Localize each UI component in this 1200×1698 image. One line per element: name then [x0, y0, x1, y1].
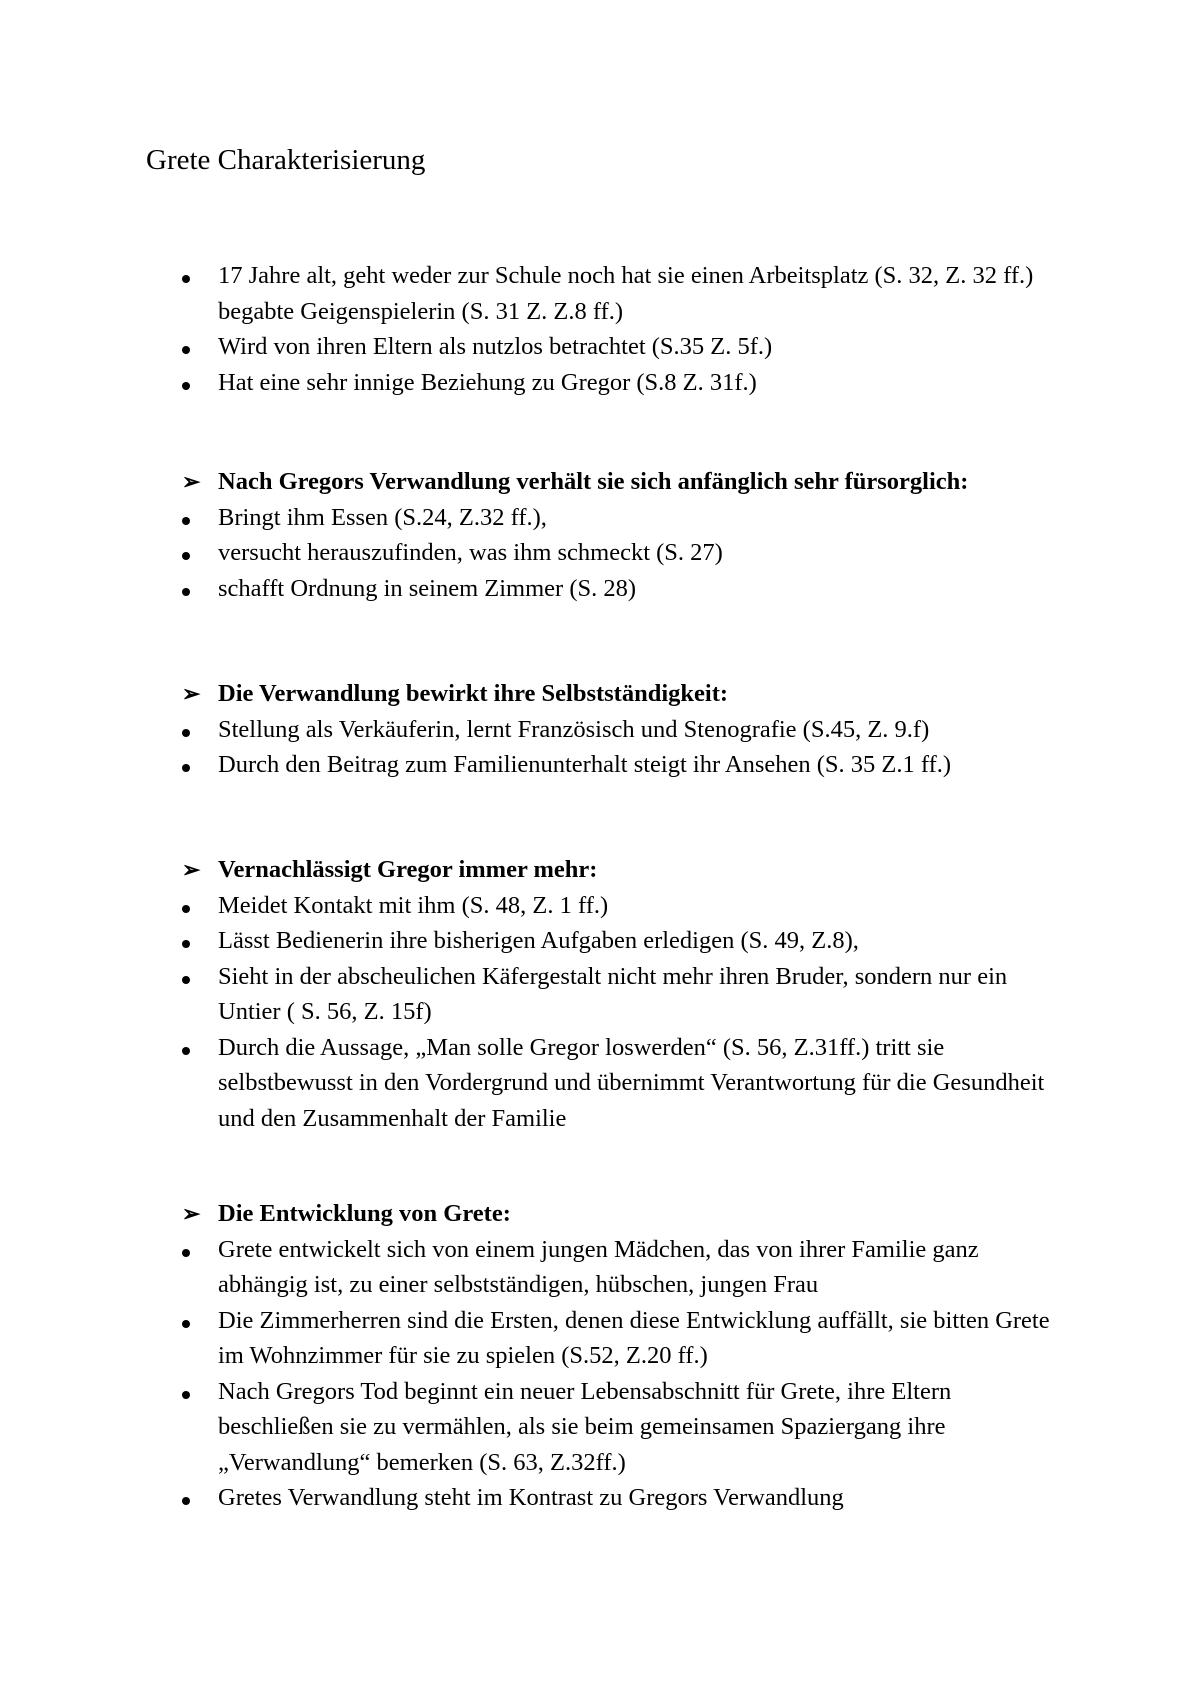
list-item	[0, 712, 1072, 748]
list-item-text: Stellung als Verkäuferin, lernt Französisch und Stenografie (S.45, Z. 9.f)	[218, 715, 930, 743]
section-heading-text: Die Verwandlung bewirkt ihre Selbstständigkeit:	[218, 680, 729, 707]
list-item-text: schafft Ordnung in seinem Zimmer (S. 28)	[218, 574, 637, 602]
list-item-text: Sieht in der abscheulichen Käfergestalt nicht mehr ihren Bruder, sondern nur ein Untier ( S. 56, Z. 15f)	[218, 962, 1008, 1025]
section-heading-text: Vernachlässigt Gregor immer mehr:	[218, 856, 598, 883]
arrow-bullet-icon: ➢	[182, 857, 201, 882]
section-caring	[0, 464, 1200, 606]
arrow-bullet-icon: ➢	[182, 469, 201, 494]
section-heading-text: Die Entwicklung von Grete:	[218, 1200, 511, 1227]
list-item	[0, 1303, 1072, 1374]
list-item-text: Lässt Bedienerin ihre bisherigen Aufgaben erledigen (S. 49, Z.8),	[218, 927, 859, 954]
list-item	[0, 365, 1072, 401]
bullet-icon	[182, 888, 206, 924]
list-item	[0, 923, 1072, 959]
section-basic-facts	[0, 258, 1200, 400]
bullet-icon	[182, 571, 206, 607]
list-item-text: Wird von ihren Eltern als nutzlos betrachtet (S.35 Z. 5f.)	[218, 333, 773, 360]
bullet-icon	[182, 1374, 206, 1410]
bullet-icon	[182, 500, 206, 536]
document-title: Grete Charakterisierung	[146, 144, 426, 176]
list-item-text: Grete entwickelt sich von einem jungen Mädchen, das von ihrer Familie ganz abhängig ist, zu einer selbstständigen, hübschen, jungen Frau	[218, 1235, 979, 1298]
list-item-text: Nach Gregors Tod beginnt ein neuer Lebensabschnitt für Grete, ihre Eltern beschließen sie zu vermählen, als sie beim gemeinsamen Spaziergang ihre „Verwandlung“ bemerken (S. 63, Z.32ff.)	[218, 1377, 952, 1476]
list-item-text: 17 Jahre alt, geht weder zur Schule noch hat sie einen Arbeitsplatz (S. 32, Z. 32 ff.) begabte Geigenspielerin (S. 31 Z. Z.8 ff.)	[218, 262, 1034, 325]
arrow-bullet-icon: ➢	[182, 681, 201, 706]
list-item-text: Die Zimmerherren sind die Ersten, denen diese Entwicklung auffällt, sie bitten Grete im Wohnzimmer für sie zu spielen (S.52, Z.20 ff.)	[218, 1306, 1050, 1369]
section-heading	[0, 676, 1072, 712]
list-item	[0, 500, 1072, 536]
section-heading	[0, 1196, 1072, 1232]
list-item-text: Durch den Beitrag zum Familienunterhalt steigt ihr Ansehen (S. 35 Z.1 ff.)	[218, 751, 952, 778]
list-item-text: Hat eine sehr innige Beziehung zu Gregor (S.8 Z. 31f.)	[218, 368, 757, 396]
section-development	[0, 1196, 1200, 1516]
bullet-icon	[182, 1030, 206, 1066]
bullet-icon	[182, 365, 206, 401]
list-item-text: Durch die Aussage, „Man solle Gregor loswerden“ (S. 56, Z.31ff.) tritt sie selbstbewusst in den Vordergrund und übernimmt Verantwortung für die Gesundheit und den Zusammenhalt der Familie	[218, 1033, 1045, 1132]
list-item	[0, 535, 1072, 571]
list-item	[0, 1480, 1072, 1516]
list-item	[0, 1030, 1072, 1137]
list-item	[0, 1374, 1072, 1481]
list-item	[0, 258, 1072, 329]
section-neglect	[0, 852, 1200, 1136]
bullet-icon	[182, 712, 206, 748]
list-item	[0, 888, 1072, 924]
list-item	[0, 329, 1072, 365]
bullet-icon	[182, 1232, 206, 1268]
bullet-icon	[182, 923, 206, 959]
list-item-text: Meidet Kontakt mit ihm (S. 48, Z. 1 ff.)	[218, 891, 609, 919]
bullet-icon	[182, 1303, 206, 1339]
bullet-icon	[182, 535, 206, 571]
list-item	[0, 747, 1072, 783]
list-item-text: versucht herauszufinden, was ihm schmeckt (S. 27)	[218, 539, 723, 566]
bullet-icon	[182, 747, 206, 783]
list-item	[0, 1232, 1072, 1303]
list-item	[0, 959, 1072, 1030]
section-heading-text: Nach Gregors Verwandlung verhält sie sich anfänglich sehr fürsorglich:	[218, 468, 969, 495]
arrow-bullet-icon: ➢	[182, 1201, 201, 1226]
section-independence	[0, 676, 1200, 783]
bullet-icon	[182, 959, 206, 995]
bullet-icon	[182, 258, 206, 294]
list-item-text: Bringt ihm Essen (S.24, Z.32 ff.),	[218, 503, 547, 531]
section-heading	[0, 852, 1072, 888]
list-item	[0, 571, 1072, 607]
list-item-text: Gretes Verwandlung steht im Kontrast zu Gregors Verwandlung	[218, 1484, 844, 1511]
bullet-icon	[182, 329, 206, 365]
bullet-icon	[182, 1480, 206, 1516]
section-heading	[0, 464, 1072, 500]
